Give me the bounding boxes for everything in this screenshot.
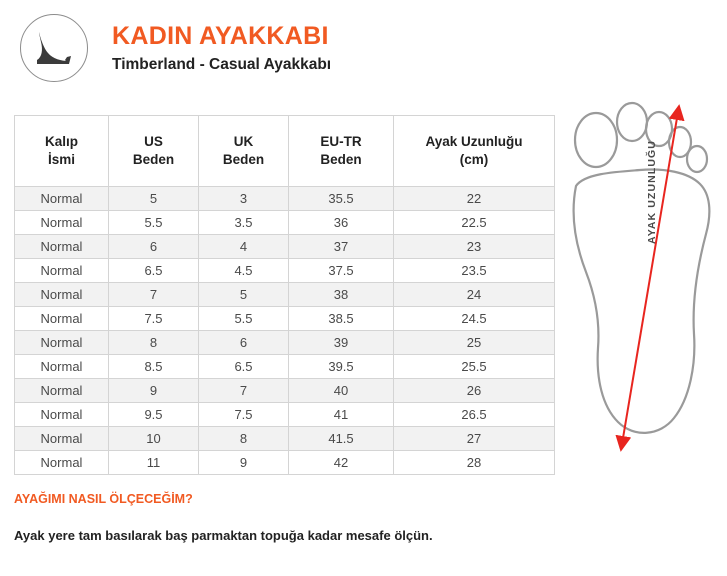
- cell-eu-tr: 38: [289, 283, 394, 307]
- cell-kalip: Normal: [15, 187, 109, 211]
- column-header-line2: İsmi: [47, 152, 75, 167]
- table-row: [15, 427, 555, 451]
- cell-us: 11: [109, 451, 199, 475]
- table-row: [15, 379, 555, 403]
- column-header-ayak-uzunlugu: [394, 116, 555, 187]
- arrow-label: AYAK UZUNLUĞU: [646, 140, 658, 244]
- cell-us: 8: [109, 331, 199, 355]
- column-header-line1: EU-TR: [320, 133, 362, 149]
- table-row: [15, 331, 555, 355]
- cell-us: 6: [109, 235, 199, 259]
- column-header-line1: UK: [233, 133, 254, 149]
- cell-us: 9: [109, 379, 199, 403]
- cell-cm: 22: [394, 187, 555, 211]
- cell-kalip: Normal: [15, 259, 109, 283]
- column-header-line2: Beden: [132, 152, 175, 167]
- cell-us: 9.5: [109, 403, 199, 427]
- cell-eu-tr: 39: [289, 331, 394, 355]
- column-header-eu-tr: [289, 116, 394, 187]
- cell-kalip: Normal: [15, 235, 109, 259]
- table-row: [15, 259, 555, 283]
- cell-uk: 6.5: [199, 355, 289, 379]
- column-header-line1: Ayak Uzunluğu: [425, 133, 523, 149]
- table-row: [15, 235, 555, 259]
- cell-cm: 27: [394, 427, 555, 451]
- size-table-wrapper: [14, 115, 554, 475]
- cell-kalip: Normal: [15, 379, 109, 403]
- table-row: [15, 355, 555, 379]
- cell-uk: 8: [199, 427, 289, 451]
- table-row: [15, 403, 555, 427]
- cell-cm: 25.5: [394, 355, 555, 379]
- cell-kalip: Normal: [15, 331, 109, 355]
- cell-us: 5.5: [109, 211, 199, 235]
- cell-kalip: Normal: [15, 427, 109, 451]
- cell-kalip: Normal: [15, 283, 109, 307]
- cell-us: 7.5: [109, 307, 199, 331]
- cell-eu-tr: 35.5: [289, 187, 394, 211]
- column-header-line1: Kalıp: [44, 133, 78, 149]
- cell-cm: 23.5: [394, 259, 555, 283]
- footer-heading: AYAĞIMI NASIL ÖLÇECEĞİM?: [14, 492, 193, 506]
- cell-kalip: Normal: [15, 307, 109, 331]
- column-header-line2: Beden: [222, 152, 265, 167]
- table-row: [15, 211, 555, 235]
- cell-cm: 26.5: [394, 403, 555, 427]
- cell-cm: 24.5: [394, 307, 555, 331]
- cell-eu-tr: 36: [289, 211, 394, 235]
- table-row: [15, 283, 555, 307]
- cell-uk: 4: [199, 235, 289, 259]
- footer-text: Ayak yere tam basılarak baş parmaktan topuğa kadar mesafe ölçün.: [14, 528, 433, 543]
- header: [0, 0, 727, 82]
- cell-us: 5: [109, 187, 199, 211]
- cell-uk: 9: [199, 451, 289, 475]
- cell-us: 7: [109, 283, 199, 307]
- cell-us: 10: [109, 427, 199, 451]
- size-table: [14, 115, 555, 475]
- cell-kalip: Normal: [15, 403, 109, 427]
- cell-uk: 4.5: [199, 259, 289, 283]
- cell-uk: 3: [199, 187, 289, 211]
- cell-kalip: Normal: [15, 451, 109, 475]
- cell-cm: 28: [394, 451, 555, 475]
- cell-uk: 7.5: [199, 403, 289, 427]
- cell-cm: 24: [394, 283, 555, 307]
- cell-uk: 6: [199, 331, 289, 355]
- cell-us: 8.5: [109, 355, 199, 379]
- cell-eu-tr: 38.5: [289, 307, 394, 331]
- table-body: [15, 187, 555, 475]
- table-row: [15, 451, 555, 475]
- footer: [14, 492, 714, 543]
- cell-eu-tr: 37: [289, 235, 394, 259]
- high-heel-shoe-icon: [20, 14, 88, 82]
- cell-uk: 5: [199, 283, 289, 307]
- column-header-us: [109, 116, 199, 187]
- column-header-line2: Beden: [320, 152, 362, 167]
- cell-eu-tr: 39.5: [289, 355, 394, 379]
- cell-kalip: Normal: [15, 355, 109, 379]
- header-text: [112, 23, 331, 74]
- column-header-line2: (cm): [459, 152, 489, 167]
- table-row: [15, 187, 555, 211]
- cell-eu-tr: 37.5: [289, 259, 394, 283]
- footprint-measure-diagram: [560, 96, 720, 476]
- page-title: KADIN AYAKKABI: [112, 21, 329, 50]
- cell-eu-tr: 42: [289, 451, 394, 475]
- cell-kalip: Normal: [15, 211, 109, 235]
- table-row: [15, 307, 555, 331]
- cell-cm: 23: [394, 235, 555, 259]
- cell-cm: 26: [394, 379, 555, 403]
- page-subtitle: Timberland - Casual Ayakkabı: [112, 56, 332, 74]
- cell-uk: 3.5: [199, 211, 289, 235]
- cell-eu-tr: 41: [289, 403, 394, 427]
- cell-eu-tr: 40: [289, 379, 394, 403]
- cell-uk: 7: [199, 379, 289, 403]
- table-header: [15, 116, 555, 187]
- cell-us: 6.5: [109, 259, 199, 283]
- cell-eu-tr: 41.5: [289, 427, 394, 451]
- cell-uk: 5.5: [199, 307, 289, 331]
- table-header-row: [15, 116, 555, 187]
- cell-cm: 25: [394, 331, 555, 355]
- column-header-uk: [199, 116, 289, 187]
- cell-cm: 22.5: [394, 211, 555, 235]
- column-header-kalip: [15, 116, 109, 187]
- column-header-line1: US: [144, 133, 163, 149]
